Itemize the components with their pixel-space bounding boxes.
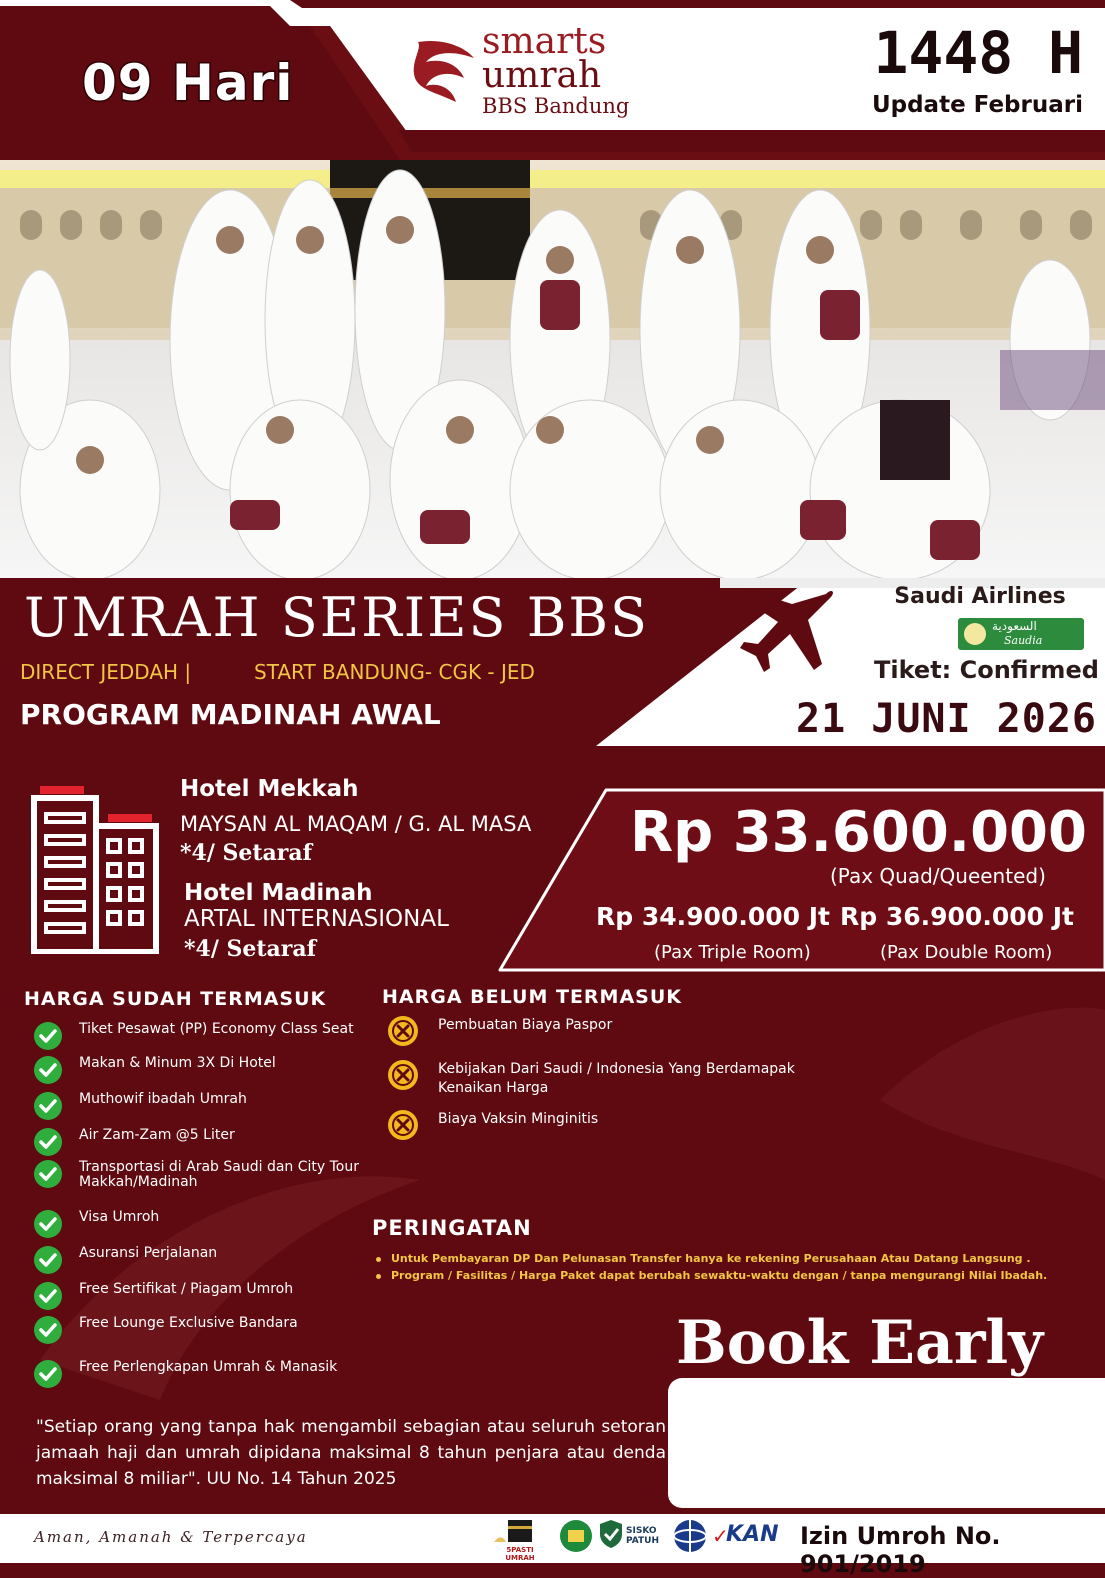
check-icon xyxy=(34,1022,62,1050)
included-item-text: Asuransi Perjalanan xyxy=(79,1245,218,1261)
price-triple: Rp 34.900.000 Jt xyxy=(596,902,830,931)
logo-swoosh-icon xyxy=(412,34,478,106)
kemenag-icon xyxy=(558,1518,594,1554)
iata-logo xyxy=(672,1518,708,1558)
departure-date: 21 JUNI 2026 xyxy=(796,696,1097,742)
included-item-text: Muthowif ibadah Umrah xyxy=(79,1091,247,1107)
bullet-icon xyxy=(376,1257,381,1262)
price-triple-label: (Pax Triple Room) xyxy=(654,942,811,963)
check-icon xyxy=(34,1360,62,1388)
price-double: Rp 36.900.000 Jt xyxy=(840,902,1074,931)
route-label: START BANDUNG- CGK - JED xyxy=(254,660,535,684)
series-title: UMRAH SERIES BBS xyxy=(24,586,650,649)
airline-name: Saudi Airlines xyxy=(894,584,1066,609)
logo-bbs-bandung: BBS Bandung xyxy=(482,94,630,118)
sisko-patuh-logo: SISKO PATUH xyxy=(598,1518,668,1558)
globe-icon xyxy=(672,1518,708,1554)
group-photo-kaaba xyxy=(0,160,1105,578)
duration-label: 09 Hari xyxy=(82,54,294,112)
shield-icon xyxy=(598,1518,624,1550)
included-item-text: Makan & Minum 3X Di Hotel xyxy=(79,1055,276,1071)
x-icon xyxy=(388,1016,418,1046)
hotel-mekkah-name: MAYSAN AL MAQAM / G. AL MASA xyxy=(180,812,532,836)
check-icon xyxy=(34,1316,62,1344)
kan-logo: ✓ KAN xyxy=(712,1522,779,1548)
hotel-madinah-star: *4/ Setaraf xyxy=(184,936,317,962)
price-quad-label: (Pax Quad/Queented) xyxy=(830,864,1046,888)
license-number: Izin Umroh No. 901/2019 xyxy=(800,1522,1001,1578)
excluded-item-text: Pembuatan Biaya Paspor xyxy=(438,1017,613,1033)
included-item-text: Air Zam-Zam @5 Liter xyxy=(79,1127,235,1143)
warning-item: Untuk Pembayaran DP Dan Pelunasan Transfer hanya ke rekening Perusahaan Atau Datang Langsung . xyxy=(376,1252,1031,1265)
included-heading: HARGA SUDAH TERMASUK xyxy=(24,988,327,1010)
contact-box xyxy=(668,1378,1105,1508)
hotel-madinah-name: ARTAL INTERNASIONAL xyxy=(184,906,449,932)
included-item-text: Free Sertifikat / Piagam Umroh xyxy=(79,1281,294,1297)
law-notice: "Setiap orang yang tanpa hak mengambil sebagian atau seluruh setoran jamaah haji dan umrah dipidana maksimal 8 tahun penjara atau denda maksimal 8 miliar". UU No. 14 Tahun 2025 xyxy=(36,1417,666,1489)
bullet-icon xyxy=(376,1274,381,1279)
warning-item: Program / Fasilitas / Harga Paket dapat berubah sewaktu-waktu dengan / tanpa mengurangi Nilai Ibadah. xyxy=(376,1269,1047,1282)
excluded-item-text: Biaya Vaksin Minginitis xyxy=(438,1111,599,1127)
logo-umrah: umrah xyxy=(482,55,602,96)
update-label: Update Februari xyxy=(871,92,1083,118)
saudia-logo xyxy=(958,618,1084,650)
check-icon xyxy=(34,1160,62,1188)
price-double-label: (Pax Double Room) xyxy=(880,942,1053,963)
saudia-logo-text: Saudia xyxy=(1004,634,1043,647)
book-early-heading: Book Early xyxy=(676,1308,1044,1378)
saudia-logo-arabic: السعودية xyxy=(992,619,1037,633)
logo-smarts: smarts xyxy=(482,21,607,62)
included-item-text: Free Lounge Exclusive Bandara xyxy=(79,1315,298,1331)
airplane-icon xyxy=(726,586,836,674)
check-icon xyxy=(34,1056,62,1084)
warning-heading: PERINGATAN xyxy=(372,1216,532,1240)
check-icon: ✓ xyxy=(712,1524,729,1548)
direct-label: DIRECT JEDDAH | xyxy=(20,660,192,684)
x-icon xyxy=(388,1060,418,1090)
included-item-text: Free Perlengkapan Umrah & Manasik xyxy=(79,1359,338,1375)
included-item-text: Visa Umroh xyxy=(79,1209,160,1225)
x-icon xyxy=(388,1110,418,1140)
check-icon xyxy=(34,1282,62,1310)
hotel-mekkah-heading: Hotel Mekkah xyxy=(180,776,359,802)
included-item-text: Transportasi di Arab Saudi dan City Tour Makkah/Madinah xyxy=(79,1159,359,1190)
included-item-text: Tiket Pesawat (PP) Economy Class Seat xyxy=(79,1021,354,1037)
check-icon xyxy=(34,1246,62,1274)
5pasti-umrah-logo: 5PASTI UMRAH xyxy=(494,1518,546,1558)
excluded-item-text: Kebijakan Dari Saudi / Indonesia Yang Berdamapak Kenaikan Harga xyxy=(438,1061,795,1096)
building-icon xyxy=(30,784,160,954)
program-label: PROGRAM MADINAH AWAL xyxy=(20,698,441,731)
ticket-status: Tiket: Confirmed xyxy=(874,656,1099,684)
price-quad: Rp 33.600.000 xyxy=(630,800,1087,865)
check-icon xyxy=(34,1128,62,1156)
kemenag-logo xyxy=(558,1518,594,1558)
hijri-year: 1448 H xyxy=(873,19,1083,87)
tagline: Aman, Amanah & Terpercaya xyxy=(34,1528,308,1546)
hotel-mekkah-star: *4/ Setaraf xyxy=(180,840,313,866)
hotel-madinah-heading: Hotel Madinah xyxy=(184,880,373,906)
excluded-heading: HARGA BELUM TERMASUK xyxy=(382,986,683,1008)
saudia-logo-icon xyxy=(964,623,986,645)
check-icon xyxy=(34,1092,62,1120)
check-icon xyxy=(34,1210,62,1238)
